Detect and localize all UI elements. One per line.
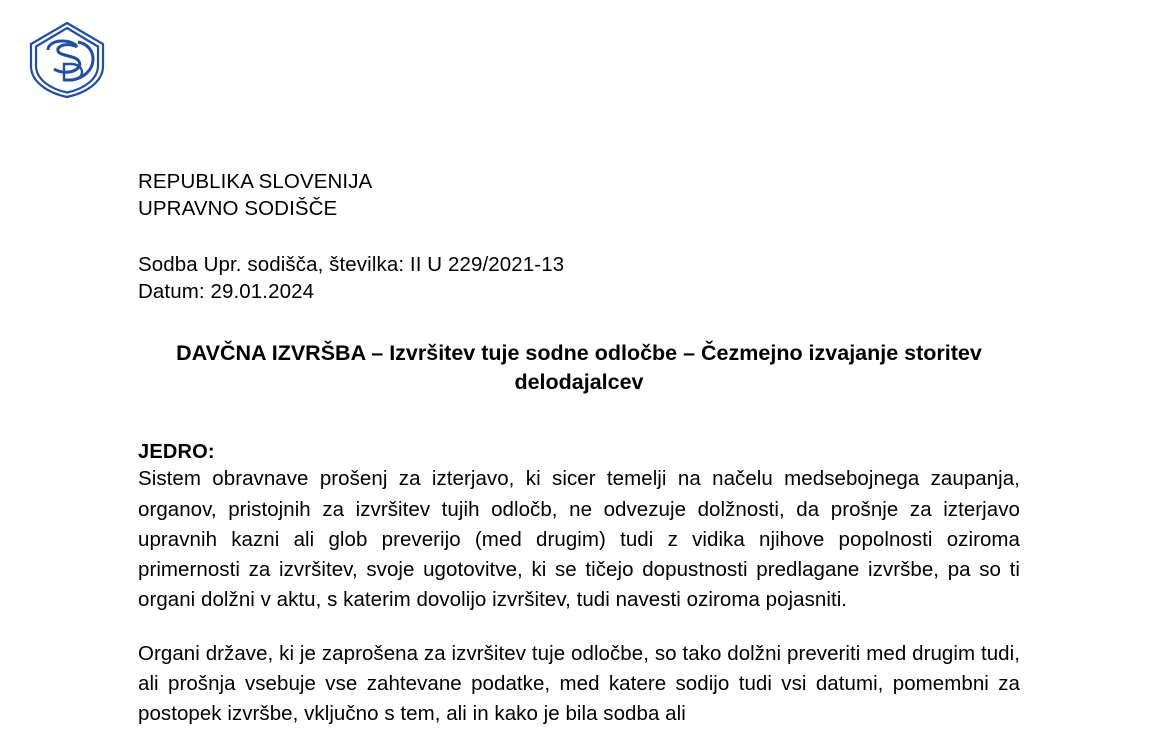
page-title: DAVČNA IZVRŠBA – Izvršitev tuje sodne odločbe – Čezmejno izvajanje storitev delodajalcev [176,341,982,395]
court-emblem-logo [24,20,110,100]
document-meta [138,251,1020,306]
paragraph: Organi države, ki je zaprošena za izvršitev tuje odločbe, so tako dolžni preveriti med drugim tudi, ali prošnja vsebuje vse zahtevane podatke, med katere sodijo tudi vsi datumi, pomembni za postopek izvršbe, vključno s tem, ali in kako je bila sodba ali [138,642,1020,726]
document-page [138,0,1020,729]
institution-line-1: REPUBLIKA SLOVENIJA [138,170,373,193]
section-heading: JEDRO: [138,441,215,464]
paragraph: Sistem obravnave prošenj za izterjavo, ki sicer temelji na načelu medsebojnega zaupanja, organov, pristojnih za izvršitev tujih odločb, ne odvezuje dolžnosti, da prošnje za izterjavo upravnih kazni ali glob preverijo (med drugim) tudi z vidika njihove popolnosti oziroma primernosti za izvršitev, svoje ugotovitve, ki se tičejo dopustnosti predlagane izvršbe, pa so ti organi dolžni v aktu, s katerim dovolijo izvršitev, tudi navesti oziroma pojasniti. [138,467,1020,611]
case-number-line: Sodba Upr. sodišča, številka: II U 229/2021-13 [138,252,565,276]
institution-header [138,168,1020,223]
date-line: Datum: 29.01.2024 [138,279,315,303]
section-jedro [138,441,1020,729]
institution-line-2: UPRAVNO SODIŠČE [138,197,338,221]
